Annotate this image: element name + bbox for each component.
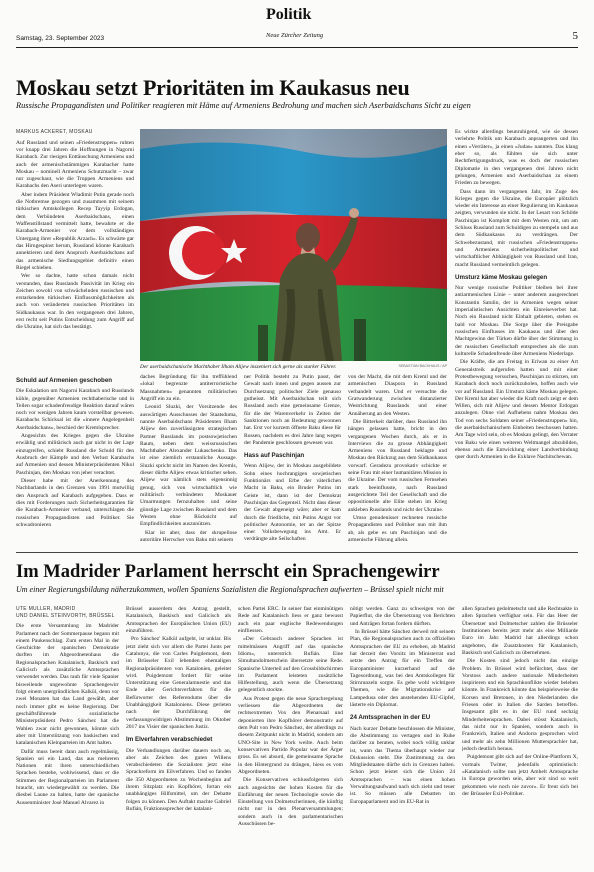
paragraph: Die Konservativen schlussfolgerten sich auch angesichts der hohen Kosten für die Einführung der neuen Technologie sowie die Einstellung von Dolmetscherinnen, die künftig nicht nur in den Plenarversammlungen; sondern auch in den parlamentarischen Ausschüssen be- <box>238 777 343 828</box>
article2-headline: Im Madrider Parlament herrscht ein Sprachengewirr <box>16 562 440 582</box>
paragraph: Angesichts des Krieges gegen die Ukraine erwählig und militärisch auch gar nicht in der Lage einzugreifen, schiebt Russland die Schuld für den Ausbruch der Kämpfe und den Verlust Karabachs auf Armenien und dessen Ministerpräsidenten Nikol Paschinjan, den Moskau von jeher verachtet. <box>16 433 134 476</box>
paragraph: Brüssel ausserdem den Antrag gestellt, Katalanisch, Baskisch und Galicisch als Amtssprachen der Europäischen Union (EU) einzuführen. <box>126 606 231 634</box>
paragraph: ner Politik besteht zu Putin passt, der Gewalt nach innen und gegen aussen zur Durchsetzung politischer Ziele genauso gutheisst. Mit Aserbaidschan teilt sich Russland auch eine gemeinsame Grenze, für die der Warenverkehr in Zeiten der Sanktionen noch an Bedeutung gewonnen hat. Erst vor kurzem öffnete Baku diese für Russen, nachdem es drei Jahre lang wegen der Pandemie geschlossen gewesen war. <box>244 374 341 446</box>
paragraph: In Brüssel hätte Sánchez derweil mit seinem Plan, die Regionalsprachen auch zu offiziellen Amtssprachen der EU zu erheben, ab Madrid hat derzeit den Vorsitz im Ministerrat und setzte den Antrag für ein Treffen der Europaminister kurzerhand auf die Tagesordnung, was bei den Amtskollegen für Stirnrunzeln sorgte. Es gebe wohl wichtigere Themen, wie die Migrationskrise auf Lampedusa oder den anstehenden EU-Gipfel, lästerte ein Diplomat. <box>350 628 455 709</box>
article1-deck: Russische Propagandisten und Politiker reagieren mit Häme auf Armeniens Bedrohung und machen sich Aserbaidschans Sicht zu eigen <box>16 101 471 110</box>
paragraph: Wenn Alijew, der in Moskau ausgebildete Sohn eines hochrangigen sowjetischen Funktionärs und Erbe der väterlichen Macht in Baku, ein Bruder Putins im Geiste ist, dann ist der Demokrat Paschinjan das Gegenteil. Nicht dass dieser der Gewalt abgeneigt wäre; aber er kam durch die friedliche, mit Putins Angst vor politischer Autonomie, ter an der Spitze einer Volksbewegung ins Amt. Er verdrängte alte Seilschaften <box>244 463 341 543</box>
paragraph: Die Bitterkeit darüber, dass Russland ihn hängen gelassen hatte, bricht in den vergangenen Wochen durch, als er in Interviews die zu grosse Abhängigkeit Armeniens von Russland beklagte und Moskau den Rückzug aus dem Südkaukasus vorwarf. Geradezu provokativ schickte er seine Frau mit einer humanitären Mission in die Ukraine. Der vom russischen Fernsehen stark beeinflusste, nach Russland ausgerichtete Teil der Gesellschaft und die oppositionelle alte Elite stehen im Krieg ankleben Russlands und nicht der Ukraine. <box>348 418 447 513</box>
photo-credit: SEBASTIAN BACKHAUS / AP <box>398 364 447 368</box>
paragraph: Die erste Versammlung im Madrider Parlament nach der Sommerpause begann mit einem Paukenschlag. Zum ersten Mal in der Geschichte der spanischen Demokratie durften im Abgeordnetenhaus die Regionalsprachen Katalanisch, Baskisch und Galicisch als zusätzliche Amtssprachen verwendet werden. Das rauh für viele Spanier bisweilende ungewohnte Sprachengewirr folgt einem unergründlichen Kalkül, denn vor zwei Monaten hat das Land gewählt, aber noch immer gibt es keine Regierung. Der geschäftsführende sozialistische Ministerpräsident Pedro Sánchez hat die Wahlen zwar nicht gewonnen, könnte sich aber mit Unterstützung von baskischen und katalanischen Kleinparteien im Amt halten. <box>16 623 119 747</box>
paragraph: Nach kurzer Debatte beschlossen die Minister, die Abstimmung zu vertagen und in Ruhe darüber zu beraten, wobei noch völlig unklar ist, wann das Thema überhaupt wieder zur Diskussion steht. Die Zustimmung zu den Mitgliedstaaten dürfte sich in Grenzen halten. Schon jetzt leistet sich die Union 24 Amtssprachen – was einen hohen Verwaltungsaufwand nach sich zieht und teuer ist. So müssen alle Debatten im Europaparlament und im EU-Rat in <box>350 725 455 805</box>
section-title: Politik <box>266 6 312 23</box>
subhead: Hass auf Paschinjan <box>244 452 305 460</box>
paragraph: Puigdemont gibt sich auf der Online-Plattform X, vormals Twitter, jedenfalls optimistisch: «Katalanisch sollte nun jetzt Amhelt Amtssprache in Europa geworden sein, aber wir sind so weit gekommen wie noch nie zuvor». Er freut sich bei der Brüsseler Exil-Politiker. <box>462 754 578 797</box>
paragraph: allen Sprachen gedolmetscht und alle Rechtsakte in allen Sprachen verfügbar sein. Für das Heer der Übersetzer und Dolmetscher zahlen die Brüsseler Institutionen bereits jetzt mehr als eine Milliarde Euro im Jahr. Madrid hat allerdings schon angeboten, die Zusatzkosten für Katalanisch, Baskisch und Galicisch zu übernehmen. <box>462 606 578 656</box>
paragraph: nötigt werden. Ganz zu schweigen von der Papierflut, die die Übersetzung von Berichten und Anträgen fortan fordern dürften. <box>350 606 455 627</box>
paragraph: Leonid Sluzki, der Vorsitzende des auswärtigen Ausschusses der Staatsduma, nannte Aserbaidschans Präsidenten Ilham Alijew den zuverlässigsten strategischen Partner Russlands im postsowjetischen Raum, neben dem weissrussischen Machthaber Alexander Lukaschenko. Das ist eine ziemlich erstaunliche Aussage. Sluzki spricht nicht im Namen des Kremls, dieser dürfte Alijew etwas kritischer sehen. Alijew war nämlich stets eigensinnig genug, sich von wirtschaftlich wie militärisch verbündeten Moskauer Umarmungen fernzuhalten und seine günstige Lage zwischen Russland und dem Westen ohne Rücksicht auf Empfindlichkeiten auszunützen. <box>140 404 237 528</box>
paper-name: Neue Zürcher Zeitung <box>266 32 324 39</box>
subhead: Schuld auf Armenien geschoben <box>16 377 113 384</box>
paragraph: Umso genudenisser rechneten russische Propagandisten und Politiker nun mit ihm ab, als gebe es um Paschinjan und die armenische Führung allein. <box>348 514 447 543</box>
paragraph: Die Kräfte, die am Freitag in Eriwan zu einer Art Generalstreik aufgerufen hatten und mit einer Protestbewegung versuchen, Paschinjan zu stürzen, um Karabach doch noch zurückzuholen, hoffen auch wie vor auf Russland. Ein Umsturz käme Moskau gelegen. Der Kreml hat aber wieder die Kraft noch zeigt er dem Willen, sich mit Alijew und dessen Mentor Erdogan anzulegen. Ohne viel Aufhebens nahm Moskau den Tod von sechs Soldaten seiner «Friedenstruppen» hin, die aserbaidschanischem Einheiten beschossen hatten. Am Tage wird sein, ob es Moskau gelingt, den Verrater von Baku wie einen weiteren Weltmangel abzubilden, ebenso auch die Entwicklung einer Landverbindung quer durch Armenien in die Exklave Nachitschewan. <box>455 359 578 461</box>
paragraph: Aus Protest gegen die neue Sprachregelung verliessen die Abgeordneten der rechtsextremen Vox den Plenarsaal und deponierten ihre Kopfhörer demonstrativ auf dem Pult von Pedro Sánchez, der allerdings zu diesem Zeitpunkt nicht in Madrid, sondern am UNO-Site in New York weilte. Auch beim konservativen Partido Popular war der Ärger gross. Es sei absurd, die gemeinsame Sprache in den Hintergrund zu drängen, hiess es vom Abgeordneten. <box>238 695 343 775</box>
article1-photo <box>140 129 447 361</box>
paragraph: Nur wenige russische Politiker bleiben bei ihrer antiarmenischen Linie – unter anderem ausgerechnet Konstantin Satulin, der in Armenien wegen seiner imperialistischen Ansichten ein Einreiseverbot hat. Noch ein Russland nicht Einhalt gebieten, stehen es bald vor Moskau. Die Sorge über die Preisgabe russischen Einflusses im Kaukasus und über den Machtgewinn der Türken dürfte über der Stimmung in der russischen Gesellschaft entsprechen als die zum kulturelle Schadenfreude über Armeniens Niederlage. <box>455 285 578 357</box>
article1-column-2 <box>140 374 237 548</box>
paragraph: Auf Russland und seinen «Friedenstruppen» ruhten vor knapp drei Jahren die Hoffnungen in Nagorni Karabach. Zur riesigen Enttäuschung Armeniens und auch der armenischstämmigen Karabacher hatte Moskau – nominell Armeniens Schutzmacht – zwar nur zugeschaut, wie die Truppen Armeniens und Karabachs den Aseri unterlegen waren. <box>16 139 134 190</box>
article1-column-4 <box>348 374 447 548</box>
paragraph: von der Macht, die mit dem Kreml und der armenischen Diaspora in Russland verbandelt waren. Und er versuchte die Gratwanderung zwischen distanzierter Westrichtung Russlands und einer Annäherung an den Westen. <box>348 374 447 417</box>
article2-byline-1: UTE MÜLLER, MADRID <box>16 606 76 612</box>
photo-caption <box>140 364 447 370</box>
article1-headline: Moskau setzt Prioritäten im Kaukasus neu <box>16 75 410 100</box>
paragraph: Die Kosten sind jedoch nicht das einzige Problem. In Brüssel wird befürchtet, dass der Vorstoss auch andere nationale Minderheiten inspirieren und ein Sprachkonflikte wieder beleben könnte. In Frankreich könnte das beispielsweise die Korsen und Bretonen, in den Niederlanden die Friesen oder in Italien die Sarden betreffen. Insgesamt gibt es in der EU rund sechzig Minderheitensprachen. Dabei stösst Katalanisch, das nicht nur in Spanien, sondern auch in Frankreich, Italien und Andorra gesprochen wird und mehr als zehn Millionen Muttersprachler hat, jedoch deutlich heraus. <box>462 658 578 752</box>
paragraph: Es wirkte allerdings beunruhigend, wie sie dessen verlehrte Politik um Karabach anprangerten und ihn einen «Verräter», ja einen «Judas» nannten. Das klang eher so, als fühlten sie sich unter Rechtfertigungsdruck, was es doch der russischen Diplomatie in den vergangenen drei Jahren nicht gelungen, Armenien und Aserbaidschan zu einem Frieden zu bewegen. <box>455 129 578 187</box>
paragraph: Dieser habe mit der Anerkennung des Nachbarlands in den Grenzen von 1991 mutwillig den Anspruch auf Karabach aufgegeben. Dass er dies mit Forderungen nach Sicherheitsgarantien für die Karabach-Armenier verband, unterschlagen die russischen Propagandisten und Politiker. Sie schwadronieren <box>16 477 134 528</box>
paragraph: schen Partei ERC. In seiner fast einminütigen Rede auf Katalanisch liess er ganz bewusst auch ein paar englische Redewendungen einfliessen. <box>238 606 343 634</box>
paragraph: daches Begründung für ihn treffühlend «lokal begrenzte antiterroristische Massnahmen» genannten militärischen Angriff ein zu ein. <box>140 374 237 402</box>
masthead <box>16 4 578 48</box>
article2-column-5 <box>462 606 578 868</box>
subhead: Im Elverfahren verabschiedet <box>126 736 213 744</box>
article1-column-5 <box>455 129 578 548</box>
paragraph: «Der Gebrauch anderer Sprachen ist mittelmässen Angriff auf das spanische Idiom», unterstrich Rufián. Eine Simultandolmetschein übersetzte seine Rede. Spanische Unterteil auf den Grossbildschirmen im Parlament leisteten zusätzliche Hilfestellung, auch wenn die Übersetzung gelegentlich stockte. <box>238 636 343 694</box>
article1-column-1 <box>16 129 134 372</box>
subhead: Umsturz käme Moskau gelegen <box>455 273 548 281</box>
article1-column-1b <box>16 372 134 548</box>
paragraph: Die Verhandlungen darüber dauern noch an, aber als Zeichen des guten Willens verabschiedeten die Sozialisten jetzt eine Sprachreform im Eilverfahren. Und so fanden die 350 Abgeordneten zu Wochenbeginn auf ihrem Sitzplatz ein Kopfhörer, fortan ein unabhängiges Hilfsmittel, um der Debatte folgen zu können. Den Auftakt machte Gabriel Rufián, Fraktionssprecher der katalani- <box>126 747 231 812</box>
article2-column-2 <box>126 606 231 868</box>
subhead: 24 Amtssprachen in der EU <box>350 714 431 722</box>
issue-date: Samstag, 23. September 2023 <box>16 35 105 42</box>
page-number: 5 <box>572 30 578 42</box>
paragraph: Pro Sánchez' Kalkül aufgeht, ist unklar. Bis jetzt zieht sich vor allem die Partei Junts per Catalunya, die von Carles Puigdemont, dem im Brüsseler Exil lebenden ehemaligen Regionalpräsidenten von Katalonien, geleitet wird. Puigdemont fordert für seine Unterstützung eine Generalamnestie und das Ende aller Gerichtsverfahren für die Befürworter des Referendums über die Unabhängigkeit Kataloniens. Diese gerieten nach der Durchführung der verfassungswidrigen Abstimmung im Oktober 2017 ins Visier der spanischen Justiz. <box>126 636 231 730</box>
article2-byline-2: UND DANIEL STEINVORTH, BRÜSSEL <box>16 612 115 619</box>
article2-column-1 <box>16 606 119 868</box>
article2-column-4 <box>350 606 455 868</box>
paragraph: Dafür muss bereit dann auch regelmässig, Spanien sei ein Land, das aus mehreren Nationen mit ihren unterschiedlichen Sprachen bestehe, wohlwissend, dass er die Stimmen der Regionalparteien im Parlament braucht, um wiedergewählt zu werden. Die diesbei Laune zu halten, hatte der spanische Aussenminister José Manuel Alvarez in <box>16 748 119 806</box>
paragraph: Klar ist aber, dass der skrupellose autoritäre Herrscher von Baku mit seinem <box>140 529 237 543</box>
paragraph: Aber indem Präsident Wladimir Putin gerade noch die Notbremse gezogen und zusammen mit seinem türkischen Amtskollegen Recep Tayyip Erdogan, dem Verbündeten Aserbaidschans, einen Waffenstillstand vermittelt hatte, bewahrte er die Karabach-Armenier vor dem vollständigen Untergang ihrer «Republik Arzach». Es schwärte gar das Hirngespinst herum, Russland könnte Karabach annektieren und dem Anspruch Aserbaidschans auf das armenische Siedlungsgebiet definitiv einen Riegel schieben. <box>16 191 134 271</box>
article2-deck: Um einer Regierungsbildung näherzukommen, wollen Spaniens Sozialisten die Regionalsprachen aufwerten – Brüssel spielt nicht mit <box>16 585 444 594</box>
article-divider <box>16 552 578 553</box>
caption-text: Der aserbaidschanische Machthaber Ilham Alijew inszeniert sich gerne als starker Führer. <box>140 364 337 370</box>
azerbaijan-flag-photo <box>140 129 447 361</box>
article1-byline: MARKUS ACKERET, MOSKAU <box>16 129 93 135</box>
paragraph: Dass dann im vergangenen Jahr, im Zuge des Krieges gegen die Ukraine, die Europäer plötzlich wieder ein Interesse an einer Regulierung im Kaukasus zeigten, verwunden sie nicht. In der Lesart von Schilde Paschinjan ist Komplott mit dem Westen mit, um am Schluss Russland zum Schuldigen zu stempeln und aus dem Südkaukasus zu verdrängen. Der Schwebezustand, mit russischen «Friedenstruppen» und Armeniens sicherheitspolitischer und wirtschaftlicher Abhängigkeit von Russland und Iran, macht Russland vermeintlich gelegen. <box>455 188 578 268</box>
article1-column-3 <box>244 374 341 548</box>
paragraph: Wer so dachte, hatte schon damals nicht verstanden, dass Russlands Passivität im Krieg ein Zeichen sowohl von schwächelnden russischen und erstarkenden türkischen Einflussmöglichkeiten als auch von veränderten russischen Prioritäten im Südkaukasus war. In den vergangenen drei Jahren, erst recht seit Putins Entscheidung zum Angriff auf die Ukraine, hat sich das bestätigt. <box>16 273 134 331</box>
article2-column-3 <box>238 606 343 868</box>
paragraph: Die Eskalation um Nagorni Karabach und Russlands kühle, gegenüber Armenien rechthaberische und in Teilen sogar schadenfreudige Reaktion darauf wären noch vor wenigen Jahren kaum vorstellbar gewesen. Karabachs Schicksal ist die «innere Angelegenheit Aserbaidschans», beschied der Kremlsprecher. <box>16 388 134 431</box>
